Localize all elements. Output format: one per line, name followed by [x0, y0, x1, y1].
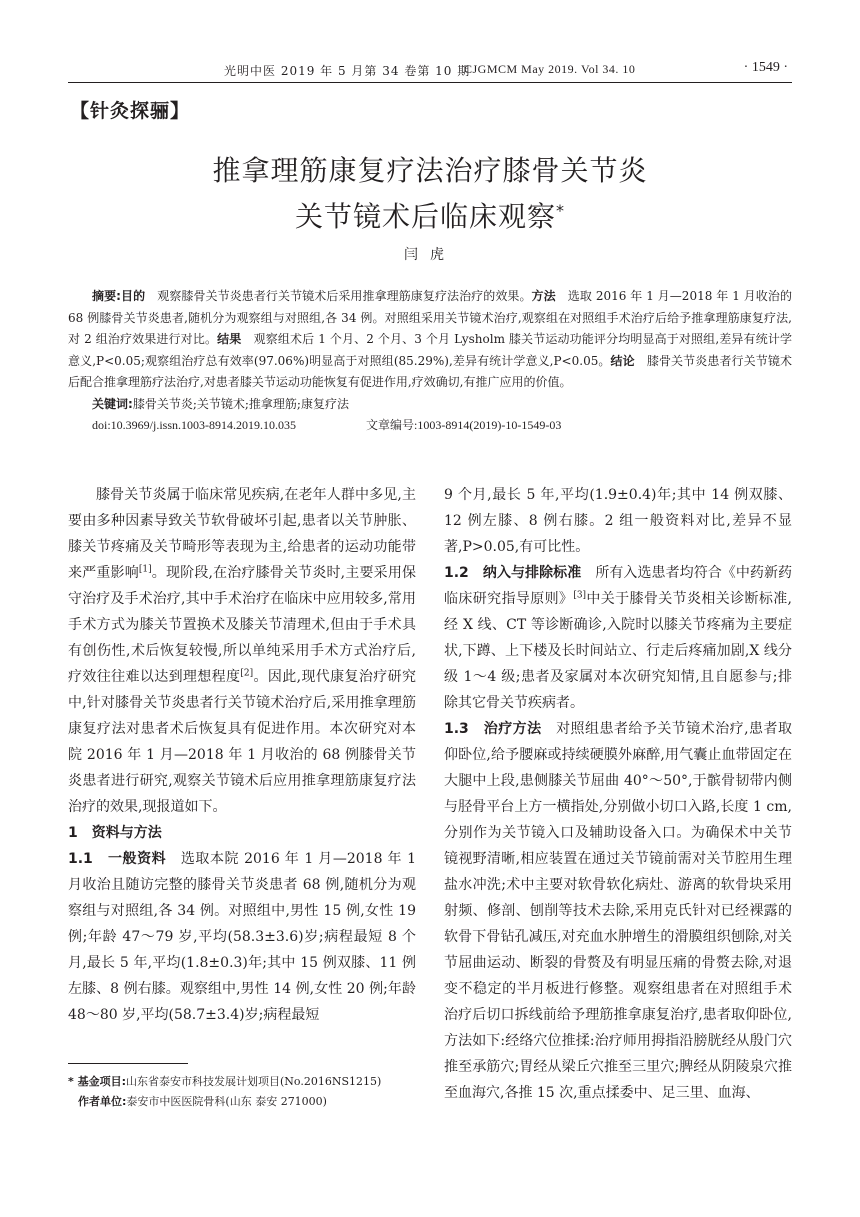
abstract-method: 选取 2016 年 1 月—2018 年 1 月收治的 68 例膝骨关节炎患者,随机分为观察组与对照组,各 34 例。对照组采用关节镜术治疗,观察组在对照组手术治疗后给予推拿理筋康复疗法,对 2 组治疗效果进行对比。: [68, 289, 792, 346]
title-line-2: [120, 194, 740, 240]
fund-label: * 基金项目:: [68, 1075, 126, 1088]
section-1-heading: 1 资料与方法: [68, 825, 162, 841]
journal-name-cn: 光明中医 2019 年 5 月第 34 卷第 10 期: [224, 64, 471, 78]
intro-text-a: 膝骨关节炎属于临床常见疾病,在老年人群中多见,主要由多种因素导致关节软骨破坏引起,患者以关节肿胀、膝关节疼痛及关节畸形等表现为主,给患者的运动功能带来严重影响: [68, 487, 416, 581]
unit-text: 泰安市中医医院骨科(山东 泰安 271000): [126, 1095, 327, 1108]
right-column: [444, 482, 792, 1106]
citation-3: [3]: [573, 590, 587, 601]
doi: doi:10.3969/j.issn.1003-8914.2019.10.035: [92, 418, 297, 432]
section-tag: 【针灸探骊】: [70, 100, 191, 122]
abstract-purpose-label: 摘要:目的: [92, 289, 146, 303]
section-1-2-paragraph: [444, 560, 792, 716]
page-number: · 1549 ·: [743, 60, 788, 75]
left-column: [68, 482, 416, 1028]
intro-text-b: 。现阶段,在治疗膝骨关节炎时,主要采用保守治疗及手术治疗,其中手术治疗在临床中应用较多,常用手术方式为膝关节置换术及膝关节清理术,但由于手术具有创伤性,术后恢复较慢,所以单纯采用手术方式治疗后,疗效往往难以达到理想程度: [68, 565, 416, 685]
section-1-3-paragraph: [444, 716, 792, 1106]
section-1-1-heading: 1.1 一般资料: [68, 851, 167, 867]
citation-1: [1]: [138, 564, 152, 575]
abstract-result: 观察组术后 1 个月、2 个月、3 个月 Lysholm 膝关节运动功能评分均明显高于对照组,差异有统计学意义,P<0.05;观察组治疗总有效率(97.06%)明显高于对照组(85.29%),差异有统计学意义,P<0.05。: [68, 332, 792, 368]
fund-text: 山东省泰安市科技发展计划项目(No.2016NS1215): [125, 1075, 382, 1088]
intro-paragraph: [68, 482, 416, 820]
section-1-2-heading: 1.2 纳入与排除标准: [444, 565, 582, 581]
article-number: 文章编号:1003-8914(2019)-10-1549-03: [366, 418, 562, 432]
abstract: [68, 286, 792, 437]
footnotes: [68, 1072, 428, 1112]
intro-text-c: 。因此,现代康复治疗研究中,针对膝骨关节炎患者行关节镜术治疗后,采用推拿理筋康复疗法对患者术后恢复具有促进作用。本次研究对本院 2016 年 1 月—2018 年 1 月收治的 68 例膝骨关节炎患者进行研究,观察关节镜术后应用推拿理筋康复疗法治疗的效果,现报道如下。: [68, 669, 417, 815]
keywords: 膝骨关节炎;关节镜术;推拿理筋;康复疗法: [132, 396, 349, 411]
section-1-3-heading: 1.3 治疗方法: [444, 721, 542, 737]
keywords-label: 关键词:: [92, 396, 133, 411]
journal-name-en: CJGMCM May 2019. Vol 34. 10: [464, 62, 636, 76]
section-1-1-text: 选取本院 2016 年 1 月—2018 年 1 月收治且随访完整的膝骨关节炎患者 68 例,随机分为观察组与对照组,各 34 例。对照组中,男性 15 例,女性 19 例;年龄 47～79 岁,平均(58.3±3.6)岁;病程最短 8 个月,最长 5 年,平均(1.8±0.3)年;其中 15 例双膝、11 例左膝、8 例右膝。观察组中,男性 14 例,女性 20 例;年龄 48～80 岁,平均(58.7±3.4)岁;病程最短: [68, 851, 416, 1023]
running-header: [68, 60, 792, 83]
abstract-conclusion: 膝骨关节炎患者行关节镜术后配合推拿理筋疗法治疗,对患者膝关节运动功能恢复有促进作用,疗效确切,有推广应用的价值。: [68, 353, 792, 389]
section-1-2-text-a: 所有入选患者均符合《中药新药临床研究指导原则》: [444, 565, 792, 607]
footnote-fund: [68, 1072, 428, 1092]
section-1-1-paragraph: [68, 846, 416, 1028]
doi-line: [68, 415, 792, 437]
abstract-conclusion-label: 结论: [610, 353, 635, 368]
unit-label: 作者单位:: [78, 1095, 127, 1108]
abstract-method-label: 方法: [531, 289, 556, 303]
abstract-purpose: 观察膝骨关节炎患者行关节镜术后采用推拿理筋康复疗法治疗的效果。: [157, 289, 532, 303]
keywords-line: [68, 394, 792, 416]
fund-marker: *: [556, 201, 565, 220]
title-line-2-text: 关节镜术后临床观察: [294, 200, 556, 233]
section-1-2-text-b: 中关于膝骨关节炎相关诊断标准,经 X 线、CT 等诊断确诊,入院时以膝关节疼痛为主要症状,下蹲、上下楼及长时间站立、行走后疼痛加剧,X 线分级 1～4 级;患者及家属对本次研究知情,且自愿参与;排除其它骨关节疾病者。: [444, 591, 793, 711]
title-line-1: 推拿理筋康复疗法治疗膝骨关节炎: [212, 154, 648, 187]
author-name: 闫虎: [404, 247, 456, 263]
citation-2: [2]: [240, 668, 254, 679]
article-title: [120, 148, 740, 240]
abstract-result-label: 结果: [217, 332, 242, 346]
section-1-3-text: 对照组患者给予关节镜术治疗,患者取仰卧位,给予腰麻或持续硬膜外麻醉,用气囊止血带固定在大腿中上段,患侧膝关节屈曲 40°～50°,于髌骨韧带内侧与胫骨平台上方一横指处,分别做小切口入路,长度 1 cm,分别作为关节镜入口及辅助设备入口。为确保术中关节镜视野清晰,相应装置在通过关节镜前需对关节腔用生理盐水冲洗;术中主要对软骨软化病灶、游离的软骨块采用射频、修剖、刨削等技术去除,采用克氏针对已经裸露的软骨下骨钻孔减压,对充血水肿增生的滑膜组织刨除,对关节屈曲运动、断裂的骨赘及有明显压痛的骨赘去除,对退变不稳定的半月板进行修整。观察组患者在对照组手术治疗后切口拆线前给予理筋推拿康复治疗,患者取仰卧位,方法如下:经络穴位推揉:治疗师用拇指沿膀胱经从殷门穴推至承筋穴;胃经从梁丘穴推至三里穴;脾经从阴陵泉穴推至血海穴,各推 15 次,重点揉委中、足三里、血海、: [444, 721, 792, 1101]
footnote-divider: [68, 1063, 188, 1064]
footnote-unit: [68, 1092, 428, 1112]
section-1-1-continued: 9 个月,最长 5 年,平均(1.9±0.4)年;其中 14 例双膝、12 例左膝、8 例右膝。2 组一般资料对比,差异不显著,P>0.05,有可比性。: [444, 487, 792, 555]
abstract-body: [68, 286, 792, 394]
